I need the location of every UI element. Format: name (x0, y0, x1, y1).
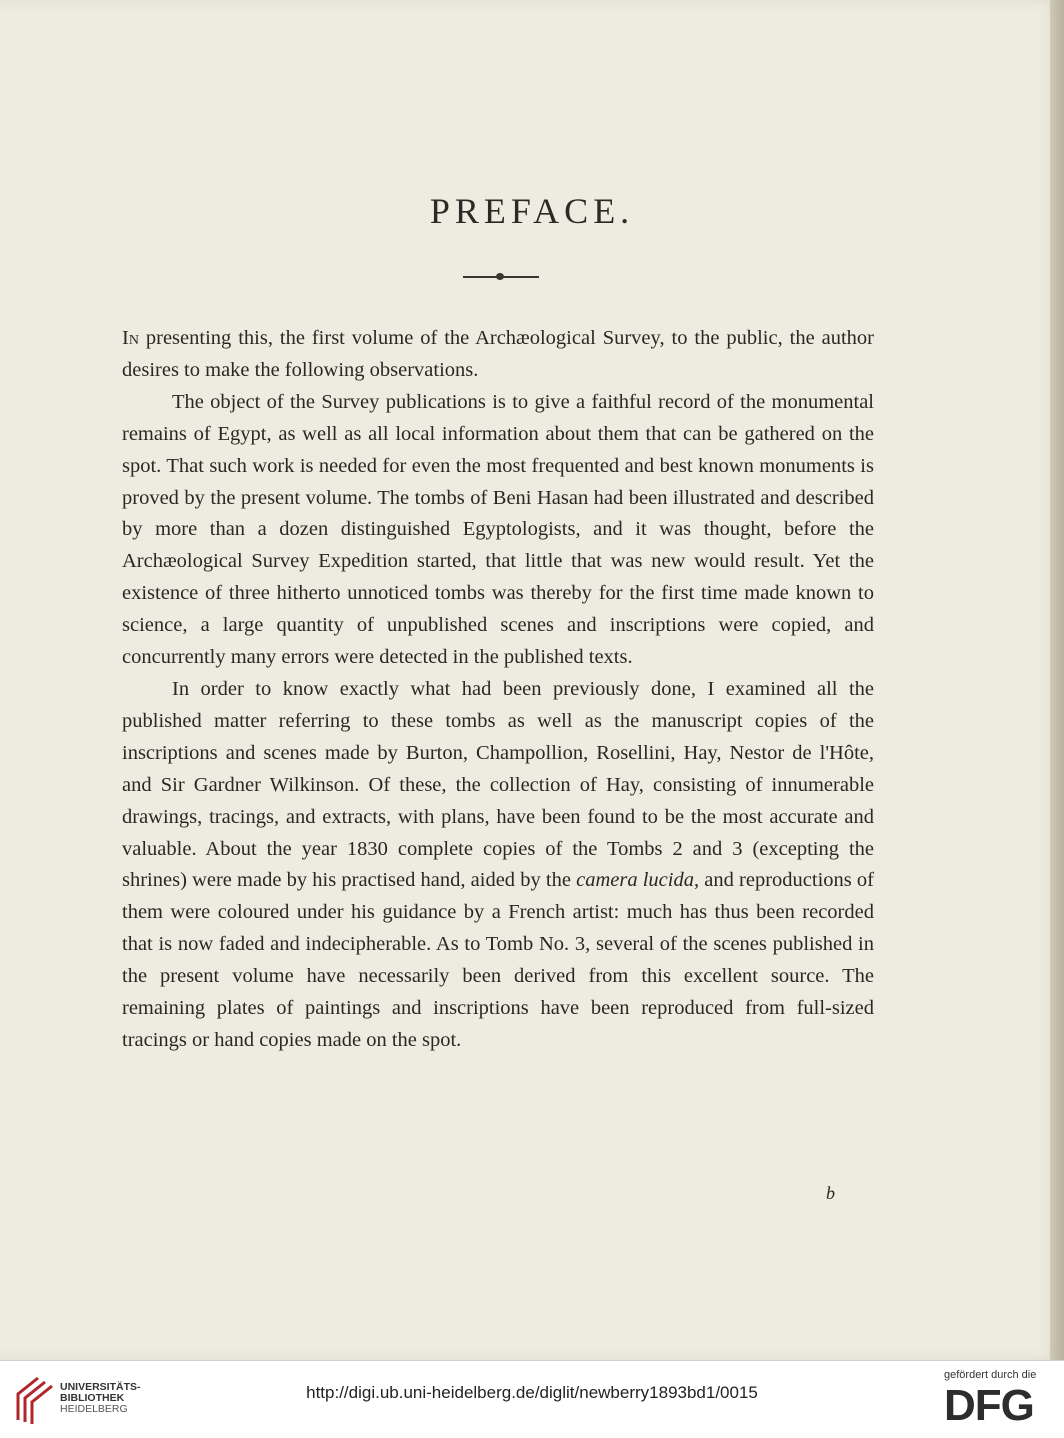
funded-by-label: gefördert durch die (944, 1369, 1037, 1381)
paragraph-text: , and reproductions of them were coloured under his guidance by a French artist: much has thus been recorded that is now faded and indecipherable. As to Tomb No. 3, several of the scenes published in the present volume have necessarily been derived from this excellent source. The remaining plates of paintings and inscriptions have been reproduced from full-sized tracings or hand copies made on the spot. (122, 869, 874, 1051)
title-divider-ornament (496, 273, 504, 280)
paragraph-2: The object of the Survey publications is to give a faithful record of the monumental remains of Egypt, as well as all local information about them that can be gathered on the spot. That such work is needed for even the most frequented and best known monuments is proved by the present volume. The tombs of Beni Hasan had been illustrated and described by more than a dozen distinguished Egyptologists, and it was thought, before the Archæological Survey Expedition started, that little that was new would result. Yet the existence of three hitherto unnoticed tombs was thereby for the first time made known to science, a large quantity of unpublished scenes and inscriptions were copied, and concurrently many errors were detected in the published texts. (122, 390, 874, 669)
paragraph-text: In order to know exactly what had been previously done, I examined all the published matter referring to these tombs as well as the manuscript copies of the inscriptions and scenes made by Burton, Champollion, Rosellini, Hay, Nestor de l'Hôte, and Sir Gardner Wilkinson. Of these, the collection of Hay, consisting of innumerable drawings, tracings, and extracts, with plans, have been found to be the most accurate and valuable. About the year 1830 complete copies of the Tombs 2 and 3 (excepting the shrines) were made by his practised hand, aided by the (122, 677, 874, 892)
library-line-3: HEIDELBERG (60, 1403, 128, 1415)
library-line-1: UNIVERSITÄTS- (60, 1381, 141, 1393)
preface-body (122, 323, 874, 1057)
paragraph-text: presenting this, the first volume of the Archæological Survey, to the public, the author desires to make the following observations. (122, 327, 874, 381)
paragraph-3 (122, 674, 874, 1057)
permalink-url[interactable]: http://digi.ub.uni-heidelberg.de/diglit/newberry1893bd1/0015 (306, 1383, 758, 1402)
page-title: PREFACE. (429, 191, 635, 231)
lead-word: In (122, 327, 139, 349)
dfg-logo: DFG (944, 1381, 1034, 1430)
library-line-2: BIBLIOTHEK (60, 1392, 125, 1404)
italic-term: camera lucida (576, 869, 694, 892)
signature-mark: b (826, 1183, 835, 1203)
paragraph-1 (122, 323, 874, 387)
